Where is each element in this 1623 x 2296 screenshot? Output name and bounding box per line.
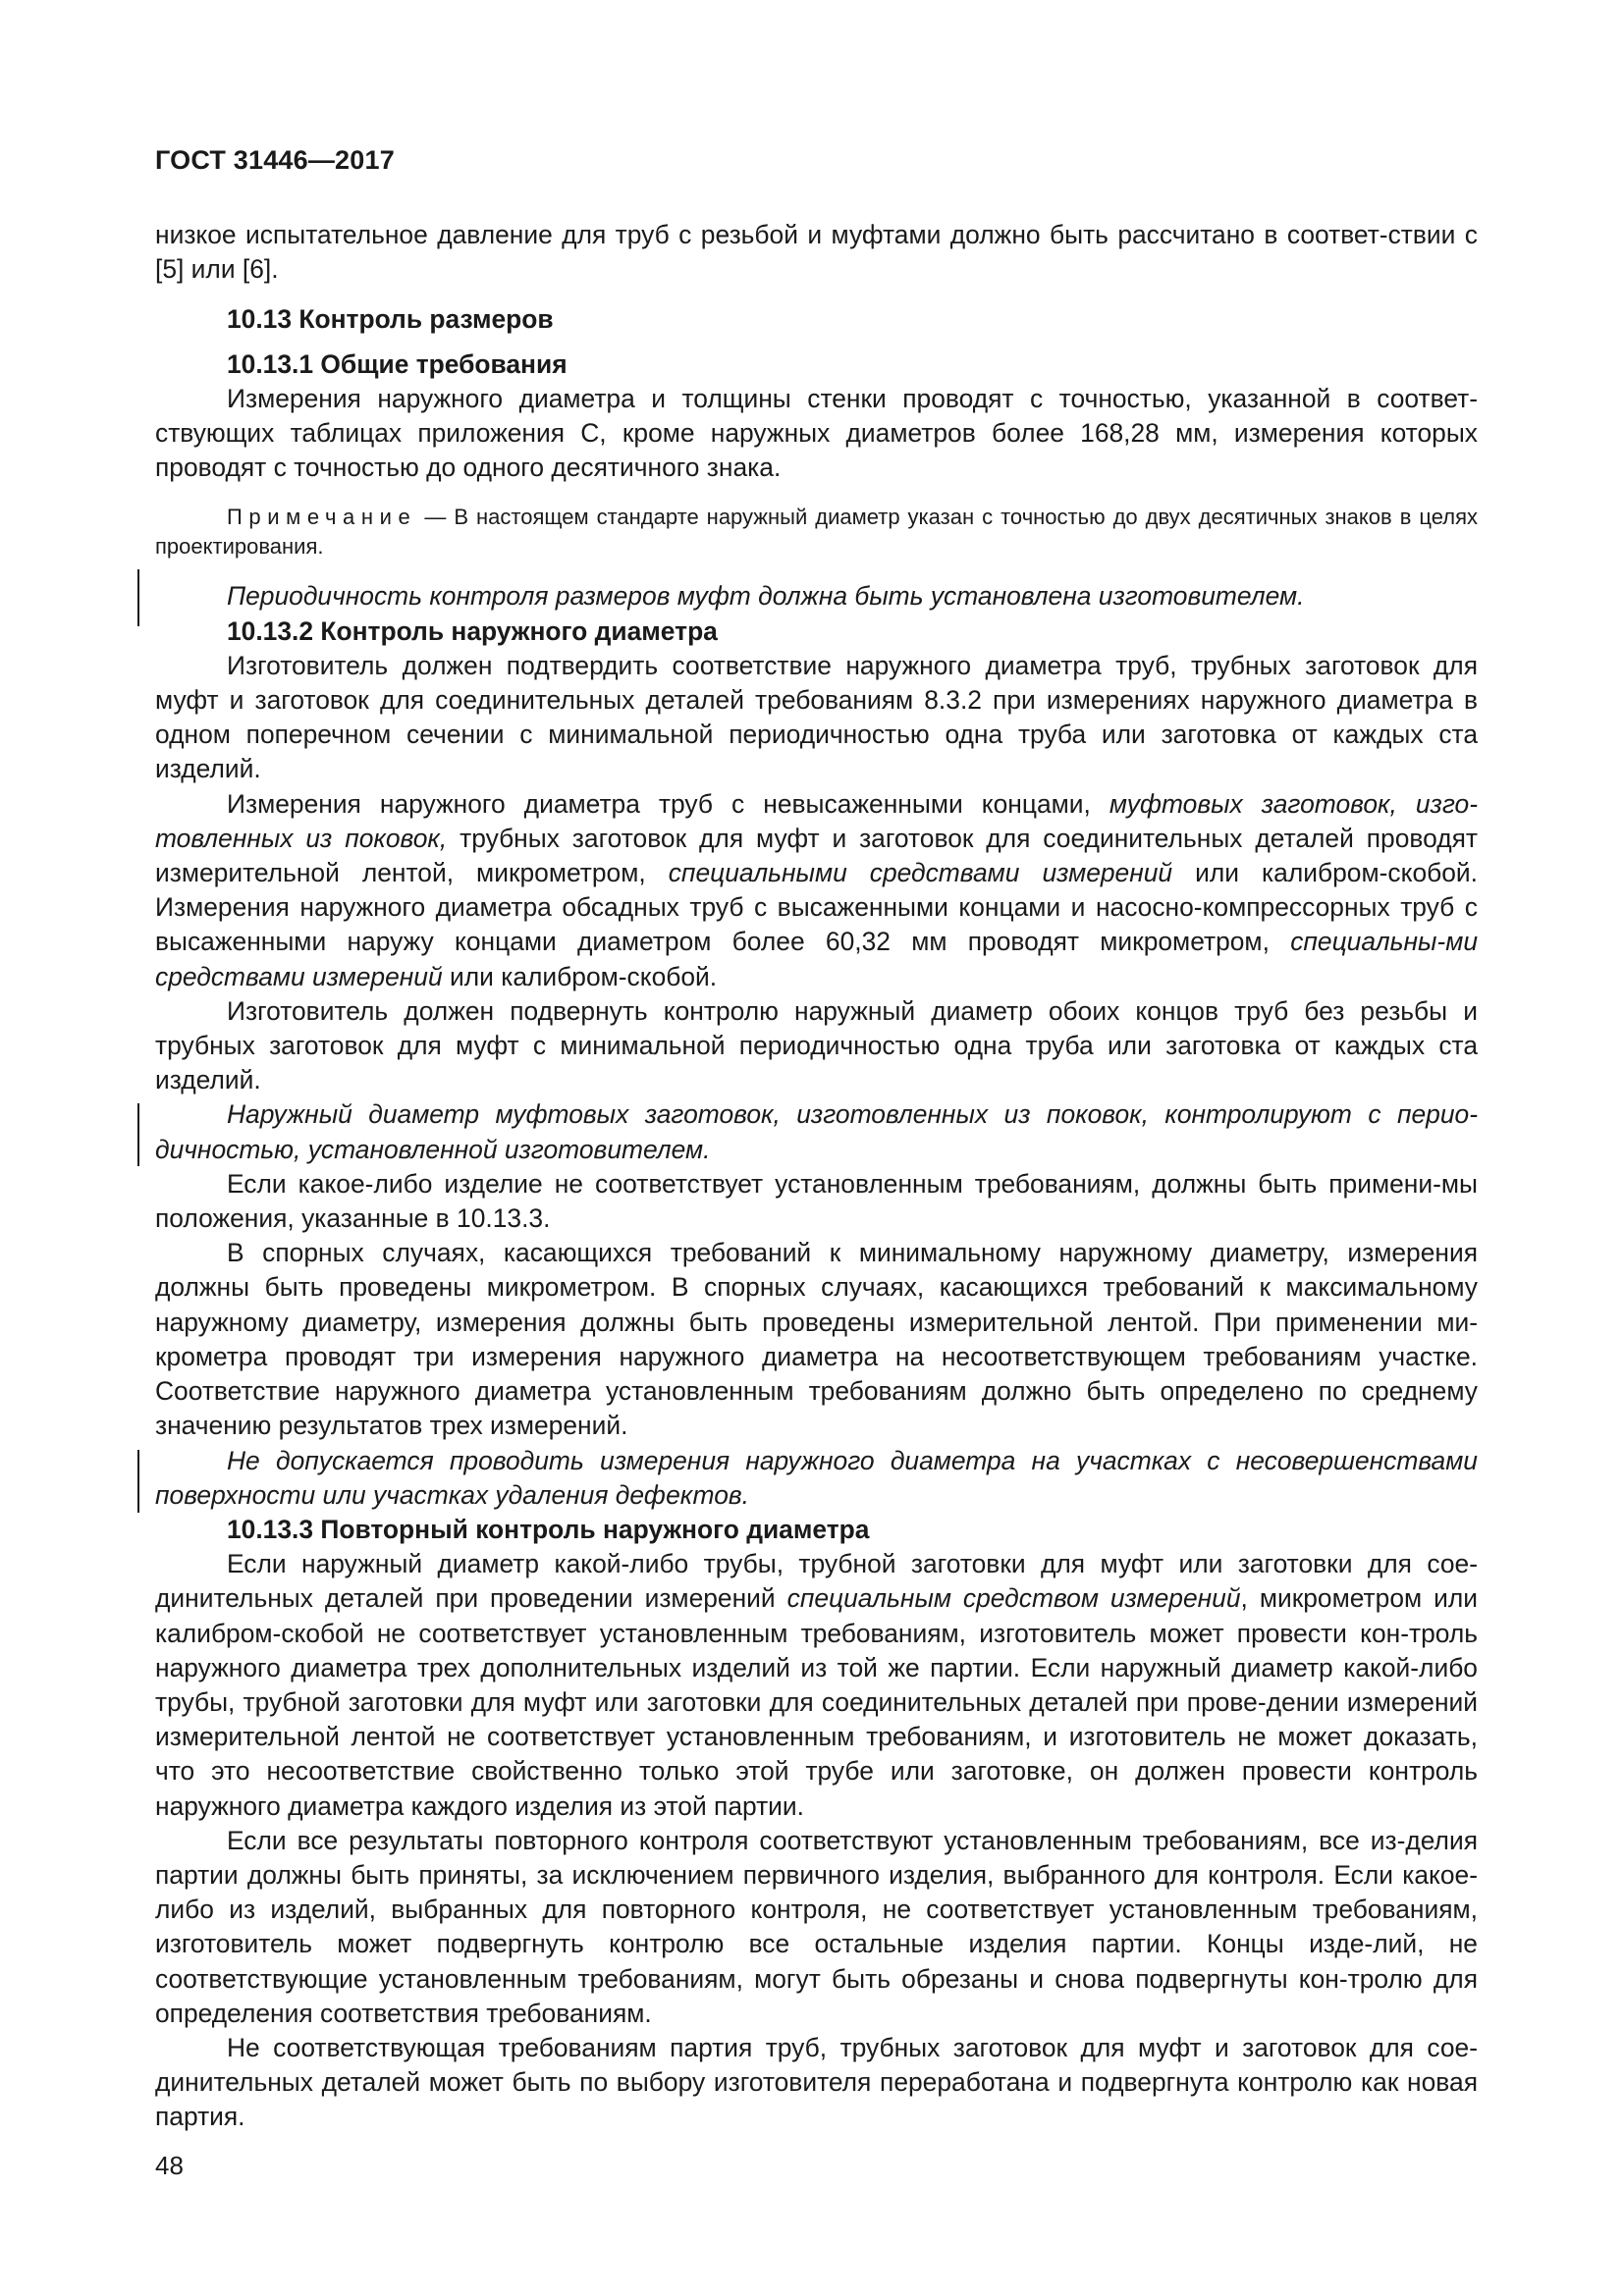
- change-bar: [137, 1450, 139, 1513]
- paragraph-retest-results: Если все результаты повторного контроля соответствуют установленным требованиям, все из-делия партии должны быть приняты, за исключением первичного изделия, выбранного для контроля. Если какое-либо из изделий, выбранных для повторного контроля, не соответствует установленным требованиям, изготовитель может подвергнуть контролю все остальные изделия партии. Концы изде-лий, не соответствующие установленным требованиям, могут быть обрезаны и снова подвергнуты кон-тролю для определения соответствия требованиям.: [155, 1825, 1478, 2028]
- italic-text: Наружный диаметр муфтовых заготовок, изготовленных из поковок, контролируют с перио-дичностью, установленной изготовителем.: [155, 1099, 1478, 1164]
- paragraph-italic-periodicity: [155, 579, 1478, 614]
- text-run: , микрометром или калибром-скобой не соответствует установленным требованиям, изготовитель может провести кон-троль наружного диаметра трех дополнительных изделий из той же партии. Если наружный диаметр какой-либо трубы, трубной заготовки для муфт или заготовки для соединительных деталей при прове-дении измерений измерительной лентой не соответствует установленным требованиям, и изготовитель не может доказать, что это несоответствие свойственно только этой трубе или заготовке, он должен провести контроль наружного диаметра каждого изделия из этой партии.: [155, 1583, 1478, 1821]
- note-text: — В настоящем стандарте наружный диаметр указан с точностью до двух десятичных знаков в целях проектирования.: [155, 505, 1478, 560]
- paragraph-disputes: В спорных случаях, касающихся требований к минимальному наружному диаметру, измерения должны быть проведены микрометром. В спорных случаях, касающихся требований к максимальному наружному диаметру, измерения должны быть проведены измерительной лентой. При применении ми-крометра проводят три измерения наружного диаметра на несоответствующем требованиям участке. Соответствие наружного диаметра установленным требованиям должно быть определено по среднему значению результатов трех измерений.: [155, 1238, 1478, 1441]
- italic-text: Периодичность контроля размеров муфт должна быть установлена изготовителем.: [227, 581, 1305, 612]
- italic-run: специальным средством измерений: [786, 1583, 1241, 1614]
- text-run: или калибром-скобой.: [442, 961, 718, 991]
- paragraph-continuation: низкое испытательное давление для труб с резьбой и муфтами должно быть рассчитано в соответ-ствии с [5] или [6].: [155, 220, 1478, 285]
- section-heading-10-13-1: 10.13.1 Общие требования: [227, 348, 568, 379]
- paragraph-general-requirements: Измерения наружного диаметра и толщины стенки проводят с точностью, указанной в соответ-ствующих таблицах приложения С, кроме наружных диаметров более 168,28 мм, измерения которых проводят с точностью до одного десятичного знака.: [155, 383, 1478, 483]
- note-label: Примечание: [227, 505, 417, 530]
- document-header: ГОСТ 31446—2017: [155, 145, 395, 175]
- paragraph-nonconforming: Если какое-либо изделие не соответствует установленным требованиям, должны быть примени-мы положения, указанные в 10.13.3.: [155, 1168, 1478, 1234]
- change-bar: [137, 569, 139, 626]
- paragraph-rework: Не соответствующая требованиям партия труб, трубных заготовок для муфт и заготовок для сое-динительных деталей может быть по выбору изготовителя переработана и подвергнута контролю как новая партия.: [155, 2032, 1478, 2132]
- document-body: [155, 218, 1478, 2135]
- italic-run: муфтовых заготовок, изго-товленных из поковок,: [155, 788, 1478, 853]
- page-number: 48: [155, 2151, 184, 2180]
- text-run: Измерения наружного диаметра труб с невысаженными концами,: [227, 788, 1109, 819]
- paragraph-retest: [155, 1547, 1478, 1824]
- paragraph-italic-imperfections: [155, 1444, 1478, 1513]
- change-bar: [137, 1103, 139, 1166]
- italic-text: Не допускается проводить измерения наружного диаметра на участках с несовершенствами поверхности или участках удаления дефектов.: [155, 1445, 1478, 1510]
- note: [155, 503, 1478, 561]
- paragraph-manufacturer-confirm: Изготовитель должен подтвердить соответствие наружного диаметра труб, трубных заготовок для муфт и заготовок для соединительных деталей требованиям 8.3.2 при измерениях наружного диаметра в одном поперечном сечении с минимальной периодичностью одна труба или заготовка от каждых ста изделий.: [155, 650, 1478, 784]
- text-run: или калибром-скобой. Измерения наружного диаметра обсадных труб с высаженными концами и насосно-компрессорных труб с высаженными наружу концами диаметром более 60,32 мм проводят микрометром,: [155, 858, 1478, 957]
- section-heading-10-13-2: 10.13.2 Контроль наружного диаметра: [227, 615, 718, 646]
- paragraph-measurements: [155, 787, 1478, 994]
- section-heading-10-13: 10.13 Контроль размеров: [227, 304, 554, 335]
- section-heading-10-13-3: 10.13.3 Повторный контроль наружного диаметра: [227, 1514, 870, 1544]
- text-run: Если наружный диаметр какой-либо трубы, трубной заготовки для муфт или заготовки для сое-динительных деталей при проведении измерений: [155, 1549, 1478, 1614]
- text-run: трубных заготовок для муфт и заготовок для соединительных деталей проводят измерительной лентой, микрометром,: [155, 823, 1478, 888]
- paragraph-both-ends: Изготовитель должен подвернуть контролю наружный диаметр обоих концов труб без резьбы и трубных заготовок для муфт с минимальной периодичностью одна труба или заготовка от каждых ста изделий.: [155, 995, 1478, 1095]
- italic-run: специальными средствами измерений: [668, 858, 1173, 888]
- italic-run: специальны-ми средствами измерений: [155, 927, 1478, 991]
- paragraph-italic-forgings: [155, 1097, 1478, 1166]
